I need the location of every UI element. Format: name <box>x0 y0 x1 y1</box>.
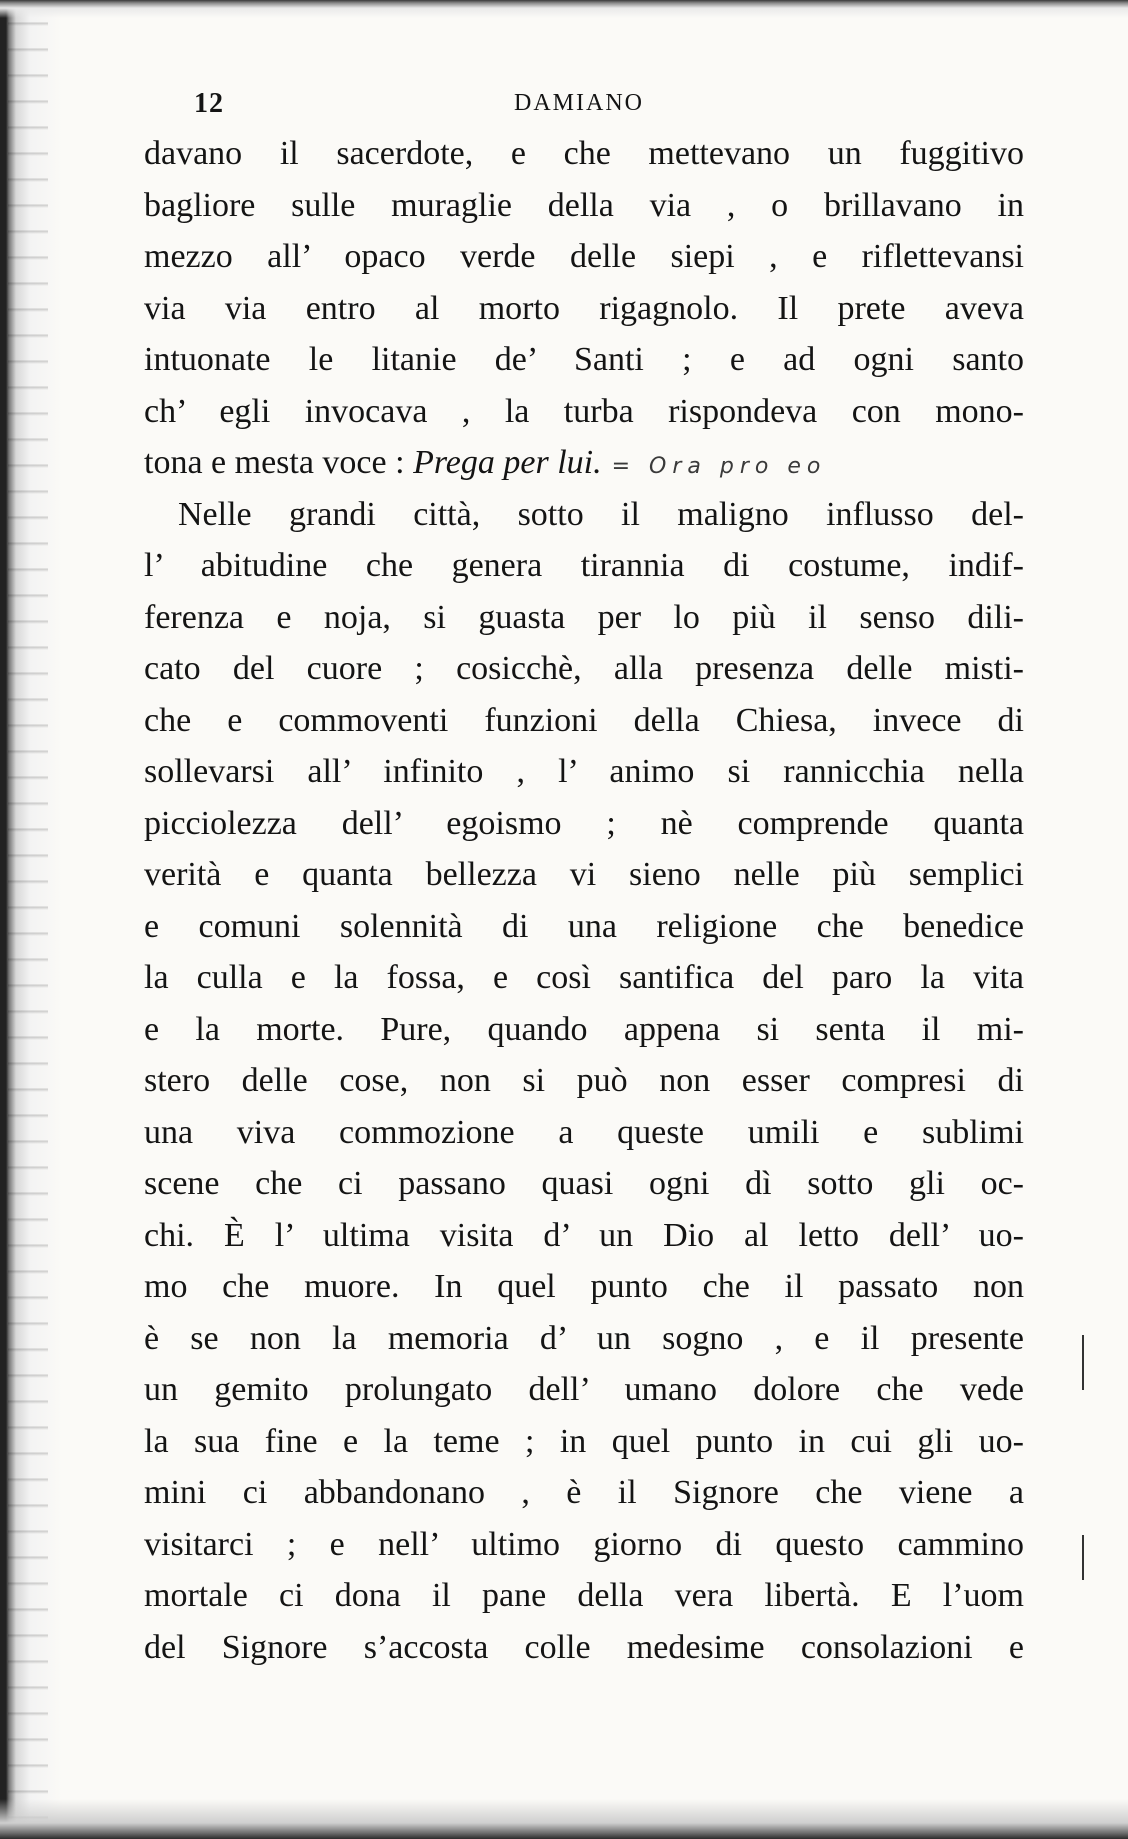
text-line: l’ abitudine che genera tirannia di costume, indif- <box>144 547 1024 584</box>
paragraph-2 <box>144 489 1024 1674</box>
text-line: cato del cuore ; cosicchè, alla presenza delle misti- <box>144 650 1024 687</box>
text-line: una viva commozione a queste umili e sublimi <box>144 1113 1024 1151</box>
text-line: scene che ci passano quasi ogni dì sotto gli oc- <box>144 1165 1024 1202</box>
top-page-edge <box>0 0 1128 18</box>
text-line: mini ci abbandonano , è il Signore che viene a <box>144 1474 1024 1511</box>
text-line: mo che muore. In quel punto che il passato non <box>144 1268 1024 1305</box>
margin-mark <box>1082 1535 1084 1580</box>
text-line: visitarci ; e nell’ ultimo giorno di questo cammino <box>144 1525 1024 1563</box>
handwritten-annotation: = Ora pro eo <box>611 454 827 479</box>
text-line: e comuni solennità di una religione che benedice <box>144 907 1024 945</box>
text-line <box>144 437 1024 489</box>
text-line: un gemito prolungato dell’ umano dolore che vede <box>144 1371 1024 1408</box>
bottom-page-edge <box>0 1799 1128 1839</box>
text-line: la culla e la fossa, e così santifica del paro la vita <box>144 959 1024 996</box>
text-line: sollevarsi all’ infinito , l’ animo si rannicchia nella <box>144 753 1024 790</box>
text-line: bagliore sulle muraglie della via , o brillavano in <box>144 186 1024 224</box>
text-span: tona e mesta voce : <box>144 444 414 481</box>
text-line: stero delle cose, non si può non esser compresi di <box>144 1062 1024 1099</box>
text-line: davano il sacerdote, e che mettevano un fuggitivo <box>144 135 1024 172</box>
text-line: ch’ egli invocava , la turba rispondeva con mono- <box>144 392 1024 430</box>
binding-shadow <box>8 0 48 1839</box>
paragraph-1 <box>144 128 1024 489</box>
italic-response: Prega per lui. <box>413 444 602 481</box>
page-header <box>194 88 1024 128</box>
text-line: verità e quanta bellezza vi sieno nelle più semplici <box>144 856 1024 893</box>
text-line: picciolezza dell’ egoismo ; nè comprende quanta <box>144 804 1024 842</box>
text-line: chi. È l’ ultima visita d’ un Dio al letto dell’ uo- <box>144 1216 1024 1254</box>
text-line: è se non la memoria d’ un sogno , e il presente <box>144 1319 1024 1357</box>
margin-mark <box>1082 1335 1084 1390</box>
text-line: mortale ci dona il pane della vera libertà. E l’uom <box>144 1577 1024 1614</box>
body-text <box>144 128 1024 1673</box>
page-number: 12 <box>194 88 224 119</box>
text-line: e la morte. Pure, quando appena si senta il mi- <box>144 1010 1024 1048</box>
text-line: Nelle grandi città, sotto il maligno influsso del- <box>178 495 1024 533</box>
text-line: ferenza e noja, si guasta per lo più il senso dili- <box>144 598 1024 636</box>
text-line: via via entro al morto rigagnolo. Il prete aveva <box>144 289 1024 327</box>
running-title: DAMIANO <box>514 90 644 116</box>
text-line: mezzo all’ opaco verde delle siepi , e riflettevansi <box>144 238 1024 275</box>
text-line: del Signore s’accosta colle medesime consolazioni e <box>144 1628 1024 1666</box>
text-line: che e commoventi funzioni della Chiesa, invece di <box>144 701 1024 739</box>
text-line: la sua fine e la teme ; in quel punto in cui gli uo- <box>144 1422 1024 1460</box>
text-line: intuonate le litanie de’ Santi ; e ad ogni santo <box>144 341 1024 378</box>
